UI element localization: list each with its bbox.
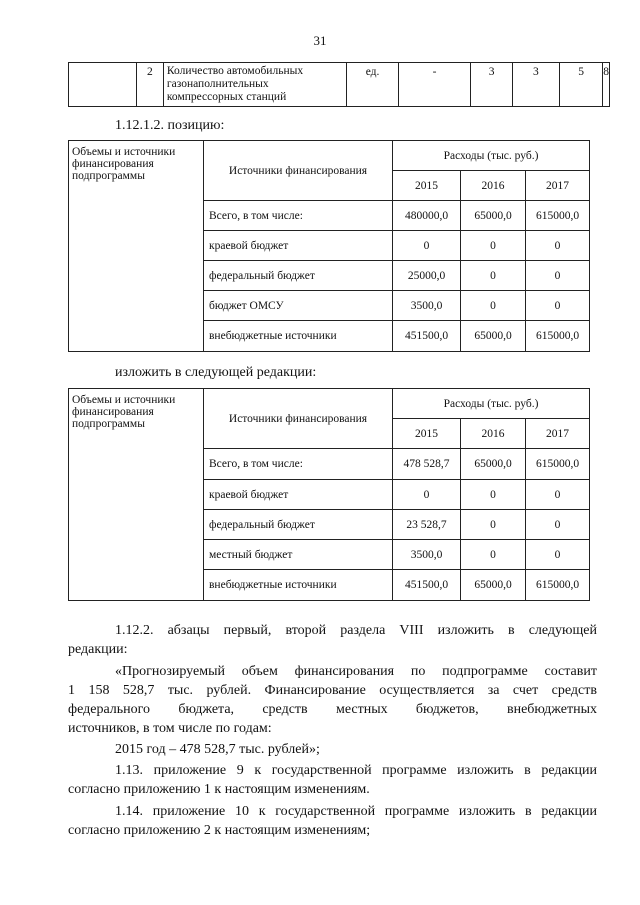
heading-new-edition: изложить в следующей редакции:	[115, 365, 317, 380]
table-row	[69, 389, 590, 419]
value-cell: 451500,0	[393, 321, 461, 352]
value-cell: 65000,0	[461, 321, 526, 352]
source-label: внебюджетные источники	[204, 570, 393, 601]
value-cell: 0	[393, 231, 461, 261]
paragraph-line: 1.14. приложение 10 к государственной программе изложить в редакции	[115, 804, 597, 819]
value-cell: 0	[526, 510, 590, 540]
paragraph-line: федерального бюджета, средств местных бюджетов, внебюджетных	[68, 702, 597, 717]
value-cell: 0	[526, 540, 590, 570]
source-label: краевой бюджет	[204, 231, 393, 261]
top-row-value: 3	[512, 63, 559, 107]
paragraph-line: 2015 год – 478 528,7 тыс. рублей»;	[115, 742, 320, 757]
top-row-label	[163, 63, 346, 107]
source-label: местный бюджет	[204, 540, 393, 570]
paragraph-line: 1.13. приложение 9 к государственной программе изложить в редакции	[115, 763, 597, 778]
sources-header: Источники финансирования	[204, 389, 393, 449]
source-label: Всего, в том числе:	[204, 449, 393, 480]
left-label-line: подпрограммы	[72, 418, 145, 430]
top-row-number: 2	[136, 63, 163, 107]
value-cell: 0	[461, 510, 526, 540]
year-header: 2016	[461, 419, 526, 449]
top-label-line: компрессорных станций	[166, 91, 287, 103]
table-row	[69, 141, 590, 171]
page-number: 31	[313, 33, 327, 48]
value-cell: 0	[461, 540, 526, 570]
value-cell: 65000,0	[461, 201, 526, 231]
value-cell: 615000,0	[526, 201, 590, 231]
year-header: 2016	[461, 171, 526, 201]
value-cell: 65000,0	[461, 570, 526, 601]
left-label-line: подпрограммы	[72, 170, 145, 182]
financing-table-old	[68, 140, 590, 352]
top-table	[68, 62, 610, 107]
left-label-line: Объемы и источники	[72, 394, 176, 406]
value-cell: 0	[461, 291, 526, 321]
value-cell: 0	[461, 261, 526, 291]
value-cell: 451500,0	[393, 570, 461, 601]
paragraph-line: редакции:	[68, 642, 128, 657]
financing-table-new	[68, 388, 590, 601]
paragraph-line: 1.12.2. абзацы первый, второй раздела VIII изложить в следующей	[115, 623, 597, 638]
value-cell: 23 528,7	[393, 510, 461, 540]
expenses-header: Расходы (тыс. руб.)	[393, 141, 590, 171]
value-cell: 0	[526, 291, 590, 321]
sources-header: Источники финансирования	[204, 141, 393, 201]
value-cell: 615000,0	[526, 449, 590, 480]
left-label-line: Объемы и источники	[72, 146, 176, 158]
value-cell: 478 528,7	[393, 449, 461, 480]
value-cell: 0	[461, 480, 526, 510]
value-cell: 480000,0	[393, 201, 461, 231]
year-header: 2017	[526, 171, 590, 201]
source-label: краевой бюджет	[204, 480, 393, 510]
source-label: внебюджетные источники	[204, 321, 393, 352]
value-cell: 3500,0	[393, 540, 461, 570]
left-label-line: финансирования	[72, 158, 154, 170]
source-label: бюджет ОМСУ	[204, 291, 393, 321]
source-label: федеральный бюджет	[204, 261, 393, 291]
top-label-line: Количество автомобильных	[166, 65, 304, 77]
paragraph-line: 1 158 528,7 тыс. рублей. Финансирование осуществляется за счет средств	[68, 683, 597, 698]
top-empty-cell	[69, 63, 137, 107]
value-cell: 0	[526, 261, 590, 291]
value-cell: 0	[526, 231, 590, 261]
value-cell: 65000,0	[461, 449, 526, 480]
top-label-line: газонаполнительных	[166, 78, 269, 90]
heading-position: 1.12.1.2. позицию:	[115, 118, 225, 133]
top-row-value: -	[398, 63, 471, 107]
source-label: Всего, в том числе:	[204, 201, 393, 231]
value-cell: 3500,0	[393, 291, 461, 321]
year-header: 2017	[526, 419, 590, 449]
year-header: 2015	[393, 419, 461, 449]
value-cell: 25000,0	[393, 261, 461, 291]
value-cell: 615000,0	[526, 321, 590, 352]
value-cell: 0	[461, 231, 526, 261]
paragraph-line: «Прогнозируемый объем финансирования по подпрограмме составит	[115, 664, 597, 679]
year-header: 2015	[393, 171, 461, 201]
subprogram-volume-label	[69, 389, 204, 601]
source-label: федеральный бюджет	[204, 510, 393, 540]
top-row-value: 3	[471, 63, 512, 107]
value-cell: 0	[526, 480, 590, 510]
value-cell: 615000,0	[526, 570, 590, 601]
left-label-line: финансирования	[72, 406, 154, 418]
table-row	[69, 63, 610, 107]
top-row-value: 5	[559, 63, 602, 107]
top-row-unit: ед.	[347, 63, 398, 107]
paragraph-line: согласно приложению 1 к настоящим изменениям.	[68, 782, 370, 797]
value-cell: 0	[393, 480, 461, 510]
top-row-value: 8	[603, 63, 610, 107]
expenses-header: Расходы (тыс. руб.)	[393, 389, 590, 419]
subprogram-volume-label	[69, 141, 204, 352]
paragraph-line: согласно приложению 2 к настоящим изменениям;	[68, 823, 371, 838]
paragraph-line: источников, в том числе по годам:	[68, 721, 272, 736]
